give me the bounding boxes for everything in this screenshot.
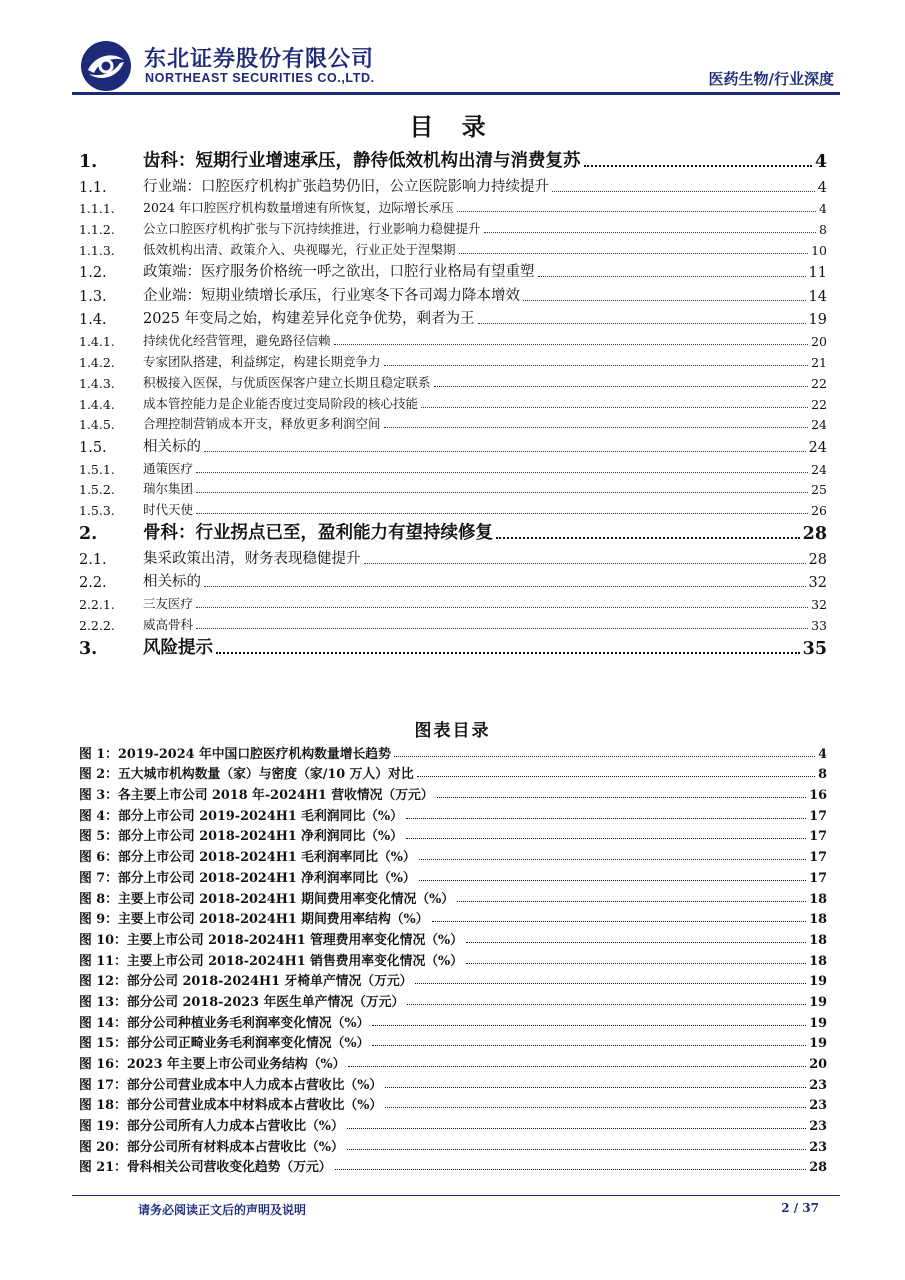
figure-dot-leader [347,1128,806,1129]
figure-entry-title: 图 20：部分公司所有材料成本占营收比（%） [79,1139,344,1155]
footer-rule [72,1195,840,1196]
figure-entry[interactable] [79,927,827,948]
figure-entry-page: 20 [809,1057,827,1072]
figure-entry-page: 18 [809,953,827,969]
figure-entry[interactable] [79,844,827,865]
toc-entry-title: 企业端：短期业绩增长承压，行业寒冬下各司竭力降本增效 [143,287,520,304]
toc-entry-title: 通策医疗 [143,460,194,476]
toc-entry-page: 28 [808,551,827,568]
toc-dot-leader [204,451,806,452]
toc-entry-title: 三友医疗 [143,596,194,612]
figure-entry[interactable] [79,907,827,928]
toc-dot-leader [196,472,808,473]
figure-entry-page: 23 [809,1098,827,1114]
figure-dot-leader [372,1045,806,1046]
toc-entry-number: 1. [79,152,98,172]
toc-entry-page: 24 [808,439,827,456]
toc-entry-title: 相关标的 [143,574,201,591]
toc-entry-number: 1.4.2. [79,354,115,370]
toc-entry-number: 1.4.1. [79,334,115,350]
company-logo-icon [80,40,132,92]
toc-entry-number: 3. [79,638,98,659]
toc-dot-leader [459,253,809,254]
toc-dot-leader [334,344,809,345]
toc-entry-level-3[interactable] [79,370,827,391]
toc-entry-level-3[interactable] [79,237,827,258]
figure-entry-title: 图 10：主要上市公司 2018-2024H1 管理费用率变化情况（%） [79,932,464,948]
toc-entry-number: 1.4.4. [79,396,115,412]
figure-dot-leader [407,1004,806,1005]
toc-entry-number: 1.5. [79,439,107,456]
figure-dot-leader [394,756,815,757]
toc-dot-leader [364,563,806,564]
toc-entry-title: 成本管控能力是企业能否度过变局阶段的核心技能 [143,395,419,411]
figure-entry-page: 19 [809,974,827,990]
toc-title: 目 录 [409,112,496,141]
page-number: 2 / 37 [781,1201,819,1215]
figure-entry[interactable] [79,989,827,1010]
toc-entry-level-1[interactable] [79,633,827,659]
toc-entry-level-3[interactable] [79,412,827,433]
figure-entry[interactable] [79,1155,827,1176]
toc-entry-title: 瑞尔集团 [143,481,194,497]
figure-entry-title: 图 17：部分公司营业成本中人力成本占营收比（%） [79,1077,383,1093]
company-name-en: NORTHEAST SECURITIES CO.,LTD. [145,71,375,85]
toc-entry-number: 1.4. [79,312,107,329]
report-section-tag: 医药生物/行业深度 [708,70,834,88]
figure-entry-title: 图 1：2019-2024 年中国口腔医疗机构数量增长趋势 [79,746,391,762]
toc-entry-page: 28 [802,524,827,545]
toc-entry-number: 2.2. [79,575,107,592]
figure-entry-title: 图 12：部分公司 2018-2024H1 牙椅单产情况（万元） [79,974,413,990]
figure-entry[interactable] [79,1072,827,1093]
toc-entry-title: 威高骨科 [143,616,194,632]
figure-entry[interactable] [79,886,827,907]
toc-dot-leader [421,407,808,408]
toc-dot-leader [457,211,816,212]
toc-entry-page: 4 [819,201,827,217]
toc-entry-number: 1.5.2. [79,482,115,498]
toc-entry-page: 32 [808,575,827,592]
toc-dot-leader [484,232,817,233]
toc-entry-title: 2024 年口腔医疗机构数量增速有所恢复，边际增长承压 [143,200,454,216]
figure-entry[interactable] [79,762,827,783]
toc-entry-number: 1.4.3. [79,375,115,391]
toc-entry-level-3[interactable] [79,328,827,349]
toc-dot-leader [434,386,809,387]
toc-entry-level-3[interactable] [79,497,827,518]
toc-entry-page: 19 [808,312,827,329]
figure-entry[interactable] [79,824,827,845]
toc-entry-page: 24 [811,417,827,433]
toc-entry-number: 2.2.1. [79,597,115,613]
figure-entry-title: 图 19：部分公司所有人力成本占营收比（%） [79,1119,344,1135]
toc-entry-page: 11 [808,265,827,282]
figure-entry-page: 4 [818,746,827,762]
toc-dot-leader [478,323,806,324]
toc-entry-page: 32 [811,597,827,613]
figure-dot-leader [348,1066,806,1067]
toc-entry-page: 14 [808,288,827,305]
figure-dot-leader [406,818,806,819]
toc-entry-level-2[interactable] [79,281,827,305]
figure-dot-leader [335,1169,807,1170]
toc-entry-title: 行业端：口腔医疗机构扩张趋势仍旧，公立医院影响力持续提升 [143,178,549,195]
toc-entry-level-3[interactable] [79,391,827,412]
figure-entry[interactable] [79,1113,827,1134]
toc-entry-number: 2.2.2. [79,617,115,633]
toc-entry-level-3[interactable] [79,456,827,477]
company-name-cn: 东北证券股份有限公司 [144,47,375,72]
figure-entry[interactable] [79,969,827,990]
figure-entry-title: 图 9：主要上市公司 2018-2024H1 期间费用率结构（%） [79,912,429,928]
figure-dot-leader [466,942,806,943]
toc-entry-level-3[interactable] [79,591,827,612]
toc-entry-number: 1.5.3. [79,503,115,519]
figure-entry-page: 18 [809,891,827,907]
toc-entry-number: 1.1.1. [79,201,115,217]
toc-entry-number: 1.2. [79,265,107,282]
toc-entry-level-2[interactable] [79,432,827,456]
toc-entry-number: 1.1.2. [79,222,115,238]
toc-dot-leader [196,607,808,608]
figure-dot-leader [417,776,815,777]
figure-entry-title: 图 13：部分公司 2018-2023 年医生单产情况（万元） [79,994,405,1010]
toc-entry-level-2[interactable] [79,544,827,568]
figure-entry-title: 图 21：骨科相关公司营收变化趋势（万元） [79,1160,332,1176]
toc-entry-page: 20 [811,334,827,350]
figure-entry-page: 18 [809,932,827,948]
figure-dot-leader [432,921,807,922]
toc-dot-leader [384,427,809,428]
toc-entry-number: 2. [79,524,98,545]
figure-entry[interactable] [79,782,827,803]
figure-entry-page: 16 [809,788,827,804]
toc-entry-page: 10 [811,242,827,258]
figure-dot-leader [385,1087,806,1088]
figure-entry-page: 17 [809,850,827,866]
toc-dot-leader [384,365,809,366]
toc-entry-title: 政策端：医疗服务价格统一呼之欲出，口腔行业格局有望重塑 [143,264,535,281]
toc-entry-level-2[interactable] [79,568,827,592]
toc-entry-title: 相关标的 [143,438,201,455]
figure-entry-page: 23 [809,1077,827,1093]
toc-entry-title: 2025 年变局之始，构建差异化竞争优势，剩者为王 [143,311,475,328]
toc-entry-page: 8 [819,222,827,238]
toc-entry-title: 时代天使 [143,502,194,518]
figure-dot-leader [419,859,806,860]
toc-entry-page: 22 [811,396,827,412]
figure-entry-page: 19 [809,994,827,1010]
figure-entry[interactable] [79,1031,827,1052]
figure-entry[interactable] [79,1051,827,1072]
toc-entry-page: 25 [811,482,827,498]
figure-entry-page: 19 [809,1036,827,1052]
figure-entry[interactable] [79,1134,827,1155]
figure-dot-leader [437,797,807,798]
toc-entry-title: 集采政策出清，财务表现稳健提升 [143,550,361,567]
toc-dot-leader [523,300,806,301]
toc-entry-title: 公立口腔医疗机构扩张与下沉持续推进，行业影响力稳健提升 [143,221,481,237]
toc-entry-title: 骨科：行业拐点已至，盈利能力有望持续修复 [143,523,493,544]
figure-index-title: 图表目录 [414,721,491,741]
figure-entry-title: 图 15：部分公司正畸业务毛利润率变化情况（%） [79,1036,370,1052]
figure-entry[interactable] [79,803,827,824]
toc-entry-title: 合理控制营销成本开支，释放更多利润空间 [143,416,381,432]
figure-entry-title: 图 11：主要上市公司 2018-2024H1 销售费用率变化情况（%） [79,953,464,969]
toc-dot-leader [538,276,806,277]
toc-dot-leader [584,165,812,167]
figure-entry-title: 图 16：2023 年主要上市公司业务结构（%） [79,1057,346,1072]
toc-entry-level-3[interactable] [79,216,827,237]
toc-entry-level-3[interactable] [79,477,827,498]
figure-entry-page: 28 [809,1160,827,1176]
toc-entry-page: 26 [811,503,827,519]
figure-dot-leader [372,1025,806,1026]
toc-entry-level-2[interactable] [79,305,827,329]
toc-entry-page: 35 [802,638,827,659]
figure-entry-title: 图 6：部分上市公司 2018-2024H1 毛利润率同比（%） [79,850,416,866]
figure-entry-page: 8 [818,767,827,783]
toc-entry-level-2[interactable] [79,172,827,196]
figure-dot-leader [466,963,806,964]
figure-entry-page: 17 [809,808,827,824]
toc-entry-number: 1.1.3. [79,242,115,258]
figure-entry-page: 17 [809,870,827,886]
toc-entry-number: 1.5.1. [79,461,115,477]
figure-entry-title: 图 3：各主要上市公司 2018 年-2024H1 营收情况（万元） [79,788,434,804]
toc-entry-page: 4 [817,179,827,196]
toc-entry-title: 专家团队搭建，利益绑定，构建长期竞争力 [143,353,381,369]
figure-entry[interactable] [79,948,827,969]
footer-disclaimer: 请务必阅读正文后的声明及说明 [138,1203,307,1217]
toc-dot-leader [552,191,815,192]
figure-entry[interactable] [79,1093,827,1114]
figure-entry-title: 图 8：主要上市公司 2018-2024H1 期间费用率变化情况（%） [79,891,455,907]
figure-entry-page: 23 [809,1119,827,1135]
toc-entry-number: 1.1. [79,179,107,196]
figure-dot-leader [347,1149,806,1150]
figure-dot-leader [406,838,806,839]
toc-entry-level-1[interactable] [79,518,827,544]
figure-entry-page: 18 [809,912,827,928]
toc-entry-number: 1.3. [79,288,107,305]
toc-dot-leader [204,586,806,587]
toc-entry-level-2[interactable] [79,258,827,282]
figure-entry-title: 图 5：部分上市公司 2018-2024H1 净利润同比（%） [79,829,403,845]
figure-entry-page: 19 [809,1015,827,1031]
figure-entry-title: 图 14：部分公司种植业务毛利润率变化情况（%） [79,1015,370,1031]
figure-entry[interactable] [79,1010,827,1031]
toc-entry-level-3[interactable] [79,196,827,217]
figure-entry[interactable] [79,741,827,762]
figure-dot-leader [419,880,806,881]
figure-dot-leader [385,1107,806,1108]
figure-entry-title: 图 7：部分上市公司 2018-2024H1 净利润率同比（%） [79,870,416,886]
figure-entry-title: 图 18：部分公司营业成本中材料成本占营收比（%） [79,1098,383,1114]
toc-list [79,146,827,659]
figure-entry[interactable] [79,865,827,886]
toc-entry-page: 4 [814,152,827,172]
toc-entry-number: 2.1. [79,551,107,568]
toc-dot-leader [496,537,800,539]
figure-dot-leader [415,983,806,984]
toc-entry-level-3[interactable] [79,612,827,633]
header-rule [72,92,840,95]
figure-dot-leader [457,901,806,902]
toc-entry-level-3[interactable] [79,349,827,370]
toc-entry-title: 持续优化经营管理，避免路径信赖 [143,333,331,349]
toc-entry-level-1[interactable] [79,146,827,172]
figure-entry-title: 图 2：五大城市机构数量（家）与密度（家/10 万人）对比 [79,767,414,783]
toc-entry-number: 1.4.5. [79,417,115,433]
toc-dot-leader [196,513,808,514]
toc-entry-title: 低效机构出清、政策介入、央视曝光，行业正处于涅槃期 [143,241,456,257]
figure-entry-page: 23 [809,1139,827,1155]
page-header [72,38,840,90]
toc-entry-title: 齿科：短期行业增速承压，静待低效机构出清与消费复苏 [143,151,581,171]
toc-entry-page: 21 [811,354,827,370]
figure-entry-page: 17 [809,829,827,845]
toc-entry-page: 24 [811,461,827,477]
figure-index-list [79,741,827,1175]
figure-entry-title: 图 4：部分上市公司 2019-2024H1 毛利润同比（%） [79,808,403,824]
toc-dot-leader [196,492,808,493]
toc-dot-leader [196,628,808,629]
toc-entry-title: 风险提示 [143,637,213,658]
toc-dot-leader [216,652,800,654]
toc-entry-title: 积极接入医保，与优质医保客户建立长期且稳定联系 [143,374,431,390]
toc-entry-page: 22 [811,375,827,391]
toc-entry-page: 33 [811,617,827,633]
